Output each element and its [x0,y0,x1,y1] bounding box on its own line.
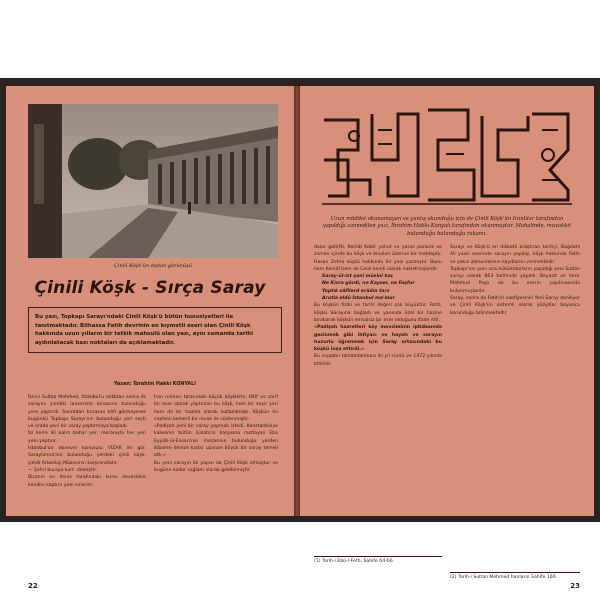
article-title: Çinili Köşk - Sırça Saray [34,278,266,298]
photo-caption: Çinili Köşk'ün dıştan görünüşü [114,263,192,269]
kiosk-photo [28,104,278,258]
paragraph: Bu inşaatın tamamlanması iki yıl sürdü ve 1472 yılında bitirildi. [314,354,442,367]
poem-verse: Saray-ül-ist şani müsini kaç Ne Kisra gördi, ne Kayser, ne Faşfur Yaptık sâfilerd erâdın tarz Arutla eldü İstanbul ma'mur [322,274,415,302]
page-number-right: 23 [570,582,580,590]
left-column-1 [28,394,146,489]
paragraph: Saray, sonra da Fatih'in vakfiyesinin Yeni Saray deniliyor ve Çinili Köşk'ün sistemli olarak yüzyıllar boyunca korunduğu bilinmektedir. [450,296,580,316]
right-column-2 [450,244,580,317]
paragraph: Bu köşkün fiziki ve tarihi değeri çok büyüktür. Fatih, köşkü Sarayına bağladı ve yanında özel bir hazine bırakarak köşkün emsalsiz bir eser olduğunu ifade etti. [314,303,442,323]
right-page [300,86,594,590]
paragraph: İstanbul'un ebnevel konusulu VİZAR ile gör. Saraylarına'nın bulunduğu yerdeki çinili köşk, şimdi Arkeoloji Müzesinin karşısındadır. [28,446,146,466]
calligraphy-ornament-icon [318,100,576,210]
left-column-2 [154,394,278,474]
paragraph: dalar getirtti. Kemâl Kebîr yahut ve yaraz paracık ve zaman içinde bu köşk ve binaları üzerine bir mekteptir. Hasan Zehra köşkü hakkında bir yazı yazmıştır. Bunu hem Kemâl hem de Celal kendi olarak nakletmişlerdir. [314,245,442,272]
paragraph: Bu yeni sarayın ilk yapısı da Çinili Köşk olmuştur ve bugüne kadar sağlam olarak gelebilmiştir. [154,460,278,473]
left-page [6,86,295,590]
author-byline: Yazan: İbrahim Hakkı KONYALI [114,382,196,387]
footnote-1: (1) Tarih-i Ebü-l-Feth, Sahife 64-66. [314,556,442,564]
right-column-1 [314,244,442,368]
paragraph: «Padişah yeni bir saray yapmak istedi. Konstantiniye kalesinin bütün Galata'sı karşısına rastlayan Eba Eyyüb-ül-Ensari'nin mezarının bulunduğu yerden itibaren denize kadar uzanan büyük bir saray temeli attı.» [154,424,278,459]
paragraph: — Şehri buraya kurt. demiştir. [28,467,97,473]
paragraph: «Padişah hazretleri köy mevsiminin iptidasında gezinmek gibi ihtiyacı ve hayatı ve sarayın huzurlu öğrenmek için Saray ortasındaki bu köşkü inşa ettirdi.» [314,325,442,353]
ornament-caption: Uzun müddet okunamayan ve yanlış okunduğu için de Çinili Köşk'ün İranlılar tarafından yapıldığı zannedilen yazı, İbrahim Hakkı Konyalı tarafından okunmuştur. Mahalinde, muvakkit bulunduğu bulunduğu rakamı. [322,216,572,237]
paragraph: Sarayı ve Köşk'ü en dikkatli araştıran tarihçi, Bağdatlı Ali yazılı eserinde sarayın yapılışı, köşk hakkında Fatih ve yakın zamanlarının kayıtlarını vermektedir. [450,245,580,265]
paragraph: İki kerre iki kalrn bahar yer, meranıyla her yeri yeni yaptırır. [28,431,146,444]
paragraph: Bizanın en deniz tarafındaki kısmı devecilere kendini kaptırır yeni sinerim. [28,475,146,488]
paragraph: İran mimarı tarzındaki küçük köşklerle, lâtif ve zarif bir eser olarak yaptırılan bu köşk, hem bir seyir yeri hem de bir hazine olarak kullanılmıştı. Köşkün ön cephesi kemerli bir revak ile süslenmiştir. [154,395,278,422]
article-intro: Bu yazı, Topkapı Sarayı'ndaki Çinili Köşk'ü bütün hususiyetleri ile tanıtmaktadır. Bilhassa Fatih devrinin en kıymetli eseri olan Çinili Köşk hakkında uzun yılların bir tetkik mahsulü olan yazı, aynı zamanda tarihi aydınlatacak bazı noktaları da açıklamaktadır. [28,307,282,353]
paragraph: Topkapı'nın yanı sıra hükümdarların yaşadığı yeni Sultan sarayı olarak 863 tarihinde yapıldı. Beyazıt ve Vezir Mahmud Paşa da bu eserin yapılmasında bulunmuşlardır. [450,266,580,294]
page-number-left: 22 [28,582,38,590]
footnote-2: (2) Tarih-i Sultan Mehmed hanların Sahife 166. [450,572,580,580]
paragraph: İkinci Sultan Mehmed, İstanbul'u aldıktan sonra ilk sarayını şimdiki üniversite binasının bulunduğu yere yaptırdı. Sonradan burasını kâfi görmeyerek bugünkü Topkapı Sarayı'nın bulunduğu yeri seçti ve orada yeni bir saray yaptırmaya başladı. [28,395,146,430]
